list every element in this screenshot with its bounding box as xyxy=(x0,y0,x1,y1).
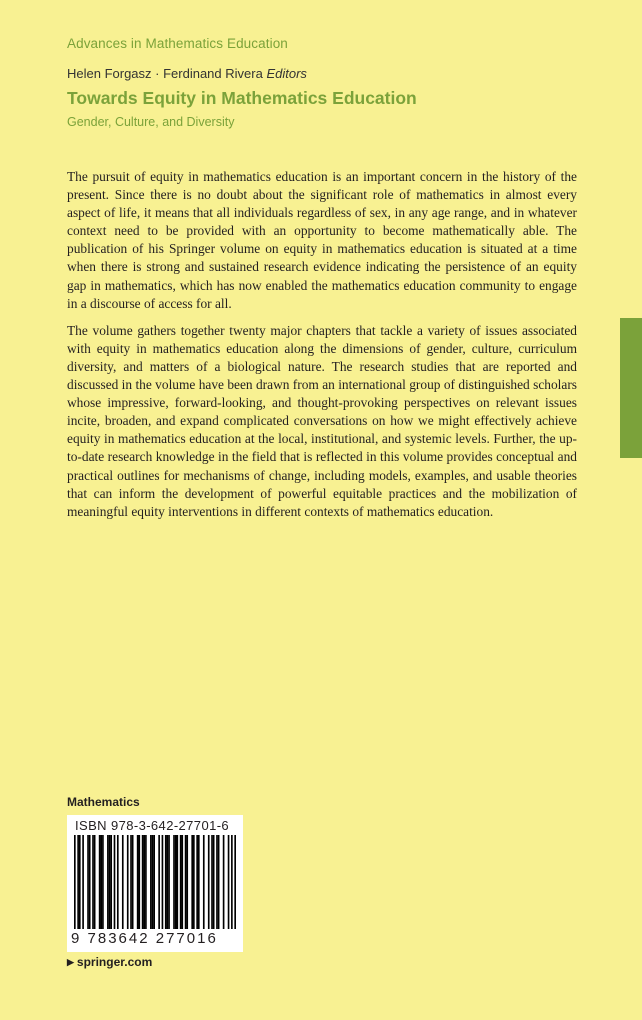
barcode-bar xyxy=(167,835,169,929)
barcode-bar xyxy=(185,835,187,929)
barcode-bar xyxy=(175,835,177,929)
barcode-bar xyxy=(117,835,119,929)
barcode-bar xyxy=(150,835,152,929)
barcode-bar xyxy=(114,835,116,929)
barcode-bar xyxy=(79,835,81,929)
barcode-bars xyxy=(74,835,236,929)
barcode-bar xyxy=(165,835,167,929)
barcode-bar xyxy=(191,835,193,929)
editors-line xyxy=(67,66,307,81)
barcode-bar xyxy=(132,835,134,929)
publisher-link[interactable] xyxy=(67,955,152,969)
barcode-bar xyxy=(143,835,145,929)
barcode-bar xyxy=(228,835,230,929)
spine-color-tab xyxy=(620,318,642,458)
barcode-bar xyxy=(181,835,183,929)
barcode-bar xyxy=(231,835,233,929)
barcode-bar xyxy=(168,835,170,929)
barcode-digits: 9 783642 277016 xyxy=(71,930,218,947)
barcode-bar xyxy=(173,835,175,929)
barcode-bar xyxy=(198,835,200,929)
barcode-bar xyxy=(102,835,104,929)
barcode-bar xyxy=(138,835,140,929)
barcode-bar xyxy=(213,835,215,929)
barcode-bar xyxy=(142,835,144,929)
barcode-bar xyxy=(127,835,129,929)
barcode-bar xyxy=(89,835,91,929)
book-title: Towards Equity in Mathematics Education xyxy=(67,88,417,108)
barcode-bar xyxy=(130,835,132,929)
barcode-bar xyxy=(176,835,178,929)
barcode-bar xyxy=(122,835,124,929)
barcode-bar xyxy=(234,835,236,929)
barcode-bar xyxy=(211,835,213,929)
description-paragraph: The pursuit of equity in mathematics education is an important concern in the history of the present. Since there is no doubt about the significant role of mathematics in almost every aspect of life, it means that all individuals regardless of sex, in any age range, and in whatever context need to be provided with an opportunity to become mathematically able. The publication of his Springer volume on equity in mathematics education is situated at a time when there is strong and sustained research evidence indicating the persistence of an equity gap in mathematics, which has now enabled the mathematics education community to engage in a discourse of access for all. xyxy=(67,169,577,311)
barcode-bar xyxy=(193,835,195,929)
barcode-bar xyxy=(196,835,198,929)
barcode-bar xyxy=(216,835,218,929)
series-title: Advances in Mathematics Education xyxy=(67,36,288,51)
barcode-bar xyxy=(77,835,79,929)
barcode-bar xyxy=(94,835,96,929)
barcode-bar xyxy=(74,835,76,929)
barcode-bar xyxy=(152,835,154,929)
barcode-bar xyxy=(109,835,111,929)
barcode-bar xyxy=(107,835,109,929)
subject-category: Mathematics xyxy=(67,795,140,809)
barcode-bar xyxy=(180,835,182,929)
barcode-bar xyxy=(82,835,84,929)
barcode-bar xyxy=(203,835,205,929)
book-description xyxy=(67,168,577,530)
barcode-bar xyxy=(87,835,89,929)
barcode-bar xyxy=(223,835,225,929)
editors-role: Editors xyxy=(266,66,307,81)
barcode-bar xyxy=(186,835,188,929)
barcode-bar xyxy=(137,835,139,929)
barcode-bar xyxy=(99,835,101,929)
barcode-bar xyxy=(145,835,147,929)
barcode-bar xyxy=(153,835,155,929)
barcode-bar xyxy=(100,835,102,929)
publisher-url: springer.com xyxy=(76,955,153,969)
barcode-bar xyxy=(110,835,112,929)
isbn-label: ISBN 978-3-642-27701-6 xyxy=(75,818,230,833)
barcode-bar xyxy=(208,835,210,929)
book-subtitle: Gender, Culture, and Diversity xyxy=(67,115,235,129)
description-paragraph: The volume gathers together twenty major chapters that tackle a variety of issues associated with equity in mathematics education along the dimensions of gender, culture, curriculum diversity, and matters of a biological nature. The research studies that are reported and discussed in the volume have been drawn from an international group of distinguished scholars whose impressive, forward-looking, and thought-provoking perspectives on relevant issues incite, broaden, and expand complicated conversations on how we might effectively achieve equity in mathematics education at the local, institutional, and systemic levels. Further, the up-to-date research knowledge in the field that is reflected in this volume provides conceptual and practical outlines for mechanisms of change, including models, examples, and usable theories that can inform the development of powerful equitable practices and the mobilization of meaningful equity interventions in different contexts of mathematics education. xyxy=(67,322,577,519)
barcode-bar xyxy=(218,835,220,929)
barcode-bar xyxy=(92,835,94,929)
triangle-arrow-icon: ▶ xyxy=(67,956,74,967)
isbn-barcode xyxy=(67,815,243,952)
barcode-bar xyxy=(158,835,160,929)
barcode-bar xyxy=(162,835,164,929)
editor-names: Helen Forgasz · Ferdinand Rivera xyxy=(67,66,263,81)
